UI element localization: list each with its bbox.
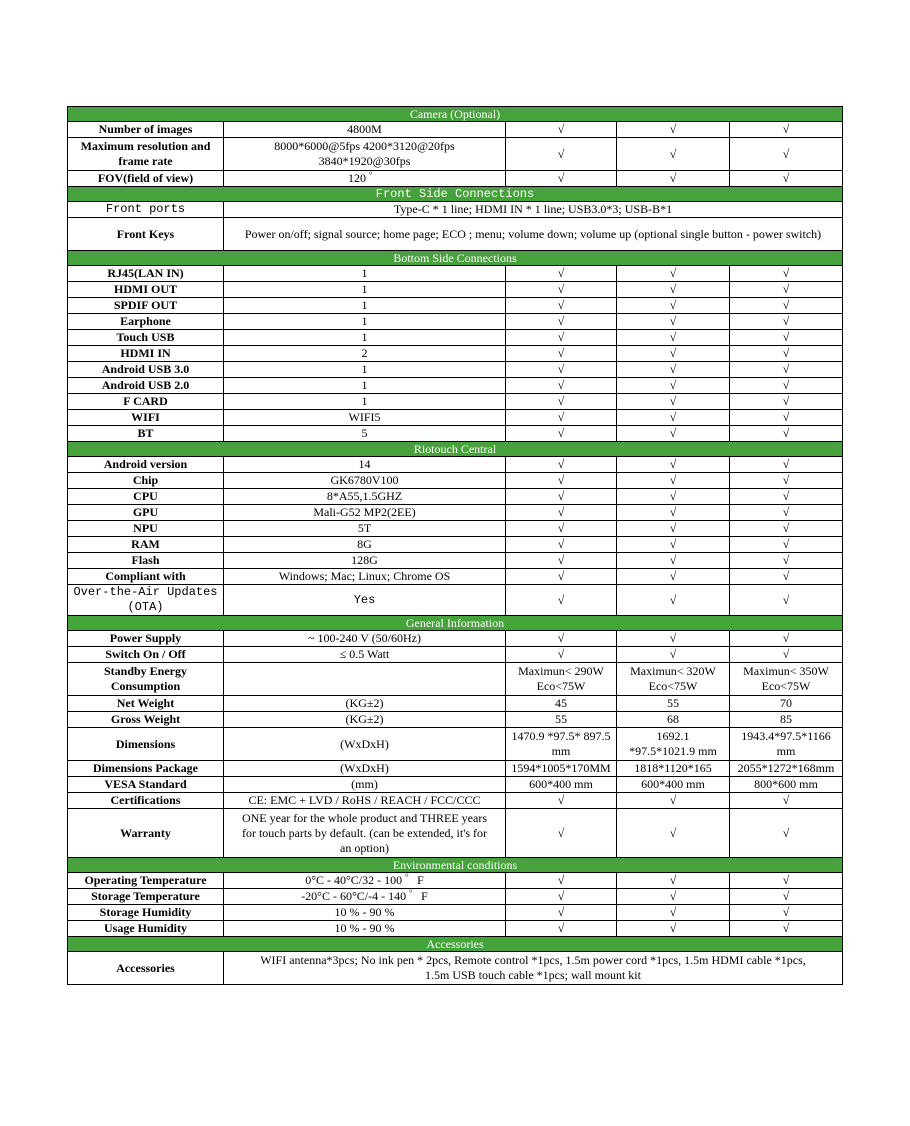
table-row xyxy=(68,569,843,585)
spec-label: SPDIF OUT xyxy=(68,298,224,314)
check-mark: √ xyxy=(730,378,843,394)
check-mark: √ xyxy=(506,282,617,298)
check-mark: √ xyxy=(730,362,843,378)
spec-label: GPU xyxy=(68,505,224,521)
spec-label: Dimensions Package xyxy=(68,761,224,777)
spec-value: 8G xyxy=(224,537,506,553)
spec-label: FOV(field of view) xyxy=(68,171,224,187)
spec-value: ≤ 0.5 Watt xyxy=(224,647,506,663)
spec-value: GK6780V100 xyxy=(224,473,506,489)
check-mark: √ xyxy=(730,489,843,505)
table-row xyxy=(68,378,843,394)
check-mark: √ xyxy=(506,553,617,569)
model-value: 85 xyxy=(730,712,843,728)
model-value-line: Maximun< 290W xyxy=(518,664,604,678)
check-mark: √ xyxy=(506,410,617,426)
model-value: 55 xyxy=(506,712,617,728)
spec-value: ~ 100-240 V (50/60Hz) xyxy=(224,631,506,647)
table-row xyxy=(68,314,843,330)
check-mark: √ xyxy=(730,426,843,442)
spec-label: Storage Temperature xyxy=(68,889,224,905)
spec-value-line: 1.5m USB touch cable *1pcs; wall mount kit xyxy=(425,968,641,982)
section-title: Camera (Optional) xyxy=(68,107,843,122)
check-mark: √ xyxy=(730,505,843,521)
table-row xyxy=(68,218,843,251)
spec-value: 1 xyxy=(224,362,506,378)
check-mark: √ xyxy=(617,793,730,809)
model-value-line: *97.5*1021.9 mm xyxy=(629,744,717,758)
table-row xyxy=(68,473,843,489)
table-row xyxy=(68,122,843,138)
check-mark: √ xyxy=(506,489,617,505)
spec-label: Android version xyxy=(68,457,224,473)
check-mark: √ xyxy=(617,171,730,187)
section-header-bottom xyxy=(68,251,843,266)
check-mark: √ xyxy=(506,346,617,362)
spec-value: 1 xyxy=(224,394,506,410)
check-mark: √ xyxy=(506,426,617,442)
table-row xyxy=(68,266,843,282)
check-mark: √ xyxy=(730,138,843,171)
check-mark: √ xyxy=(506,873,617,889)
check-mark: √ xyxy=(730,410,843,426)
check-mark: √ xyxy=(506,298,617,314)
table-row xyxy=(68,282,843,298)
section-header-camera xyxy=(68,107,843,122)
check-mark: √ xyxy=(617,346,730,362)
check-mark: √ xyxy=(506,905,617,921)
section-title: General Information xyxy=(68,616,843,631)
spec-value xyxy=(224,663,506,696)
spec-value: (KG±2) xyxy=(224,712,506,728)
spec-value: 1 xyxy=(224,314,506,330)
section-header-general xyxy=(68,616,843,631)
model-value-line: Eco<75W xyxy=(761,679,811,693)
check-mark: √ xyxy=(730,905,843,921)
check-mark: √ xyxy=(506,793,617,809)
spec-value: 1 xyxy=(224,266,506,282)
section-header-central xyxy=(68,442,843,457)
check-mark: √ xyxy=(730,647,843,663)
model-value xyxy=(617,728,730,761)
table-row xyxy=(68,889,843,905)
table-row xyxy=(68,457,843,473)
check-mark: √ xyxy=(617,473,730,489)
model-value-line: Eco<75W xyxy=(648,679,698,693)
spec-label: Front ports xyxy=(68,202,224,218)
spec-label: Number of images xyxy=(68,122,224,138)
check-mark: √ xyxy=(730,330,843,346)
spec-label: Android USB 2.0 xyxy=(68,378,224,394)
check-mark: √ xyxy=(617,266,730,282)
check-mark: √ xyxy=(730,521,843,537)
check-mark: √ xyxy=(730,394,843,410)
spec-value: WIFI5 xyxy=(224,410,506,426)
model-value: 600*400 mm xyxy=(617,777,730,793)
check-mark: √ xyxy=(617,394,730,410)
spec-label-line: Over-the-Air Updates xyxy=(73,585,218,599)
table-row xyxy=(68,521,843,537)
table-row xyxy=(68,905,843,921)
table-row xyxy=(68,171,843,187)
spec-label: F CARD xyxy=(68,394,224,410)
spec-value: 0°C - 40°C/32 - 100 ゜F xyxy=(224,873,506,889)
spec-label: RJ45(LAN IN) xyxy=(68,266,224,282)
spec-table xyxy=(67,106,843,985)
check-mark: √ xyxy=(730,537,843,553)
model-value: 70 xyxy=(730,696,843,712)
check-mark: √ xyxy=(506,809,617,858)
spec-label: Accessories xyxy=(68,952,224,985)
spec-value: 1 xyxy=(224,378,506,394)
spec-label: Switch On / Off xyxy=(68,647,224,663)
spec-label xyxy=(68,585,224,616)
check-mark: √ xyxy=(506,537,617,553)
check-mark: √ xyxy=(617,410,730,426)
check-mark: √ xyxy=(506,473,617,489)
check-mark: √ xyxy=(730,346,843,362)
section-title: Bottom Side Connections xyxy=(68,251,843,266)
check-mark: √ xyxy=(730,122,843,138)
spec-value: Windows; Mac; Linux; Chrome OS xyxy=(224,569,506,585)
check-mark: √ xyxy=(617,138,730,171)
check-mark: √ xyxy=(617,521,730,537)
check-mark: √ xyxy=(730,473,843,489)
spec-label: Chip xyxy=(68,473,224,489)
check-mark: √ xyxy=(506,171,617,187)
check-mark: √ xyxy=(506,647,617,663)
spec-value: CE: EMC + LVD / RoHS / REACH / FCC/CCC xyxy=(224,793,506,809)
model-value xyxy=(730,663,843,696)
spec-label: Power Supply xyxy=(68,631,224,647)
model-value-line: 1943.4*97.5*1166 xyxy=(741,729,831,743)
check-mark: √ xyxy=(506,505,617,521)
spec-label-line: Maximum resolution and xyxy=(80,139,211,153)
check-mark: √ xyxy=(617,647,730,663)
spec-value: (WxDxH) xyxy=(224,728,506,761)
table-row xyxy=(68,631,843,647)
spec-label: Dimensions xyxy=(68,728,224,761)
model-value: 68 xyxy=(617,712,730,728)
table-row xyxy=(68,362,843,378)
spec-label: NPU xyxy=(68,521,224,537)
check-mark: √ xyxy=(617,809,730,858)
spec-value: 4800M xyxy=(224,122,506,138)
table-row xyxy=(68,647,843,663)
check-mark: √ xyxy=(506,122,617,138)
model-value-line: Maximun< 320W xyxy=(630,664,716,678)
model-value-line: 1470.9 *97.5* 897.5 xyxy=(511,729,611,743)
table-row xyxy=(68,873,843,889)
spec-value: 128G xyxy=(224,553,506,569)
section-header-env xyxy=(68,858,843,873)
model-value-line: mm xyxy=(551,744,571,758)
check-mark: √ xyxy=(506,394,617,410)
check-mark: √ xyxy=(617,378,730,394)
spec-label: HDMI OUT xyxy=(68,282,224,298)
check-mark: √ xyxy=(617,873,730,889)
table-row xyxy=(68,410,843,426)
check-mark: √ xyxy=(730,457,843,473)
spec-label: Compliant with xyxy=(68,569,224,585)
check-mark: √ xyxy=(730,873,843,889)
table-row xyxy=(68,394,843,410)
spec-value: 1 xyxy=(224,298,506,314)
check-mark: √ xyxy=(617,362,730,378)
spec-value: (mm) xyxy=(224,777,506,793)
model-value-line: Maximun< 350W xyxy=(743,664,829,678)
check-mark: √ xyxy=(506,921,617,937)
model-value: 1594*1005*170MM xyxy=(506,761,617,777)
spec-label-line: Consumption xyxy=(110,679,181,693)
spec-value: 120 ゜ xyxy=(224,171,506,187)
check-mark: √ xyxy=(617,585,730,616)
check-mark: √ xyxy=(506,266,617,282)
spec-value: (KG±2) xyxy=(224,696,506,712)
check-mark: √ xyxy=(506,521,617,537)
table-row xyxy=(68,761,843,777)
table-row xyxy=(68,696,843,712)
check-mark: √ xyxy=(506,362,617,378)
spec-label: HDMI IN xyxy=(68,346,224,362)
check-mark: √ xyxy=(730,921,843,937)
spec-value-line: ONE year for the whole product and THREE years xyxy=(241,810,488,825)
spec-value: 5 xyxy=(224,426,506,442)
check-mark: √ xyxy=(506,631,617,647)
table-row xyxy=(68,553,843,569)
check-mark: √ xyxy=(617,569,730,585)
spec-label: Net Weight xyxy=(68,696,224,712)
check-mark: √ xyxy=(730,553,843,569)
table-row xyxy=(68,728,843,761)
check-mark: √ xyxy=(730,585,843,616)
check-mark: √ xyxy=(730,809,843,858)
check-mark: √ xyxy=(730,298,843,314)
check-mark: √ xyxy=(730,266,843,282)
model-value-line: Eco<75W xyxy=(536,679,586,693)
model-value: 2055*1272*168mm xyxy=(730,761,843,777)
check-mark: √ xyxy=(617,505,730,521)
model-value: 1818*1120*165 xyxy=(617,761,730,777)
table-row xyxy=(68,298,843,314)
check-mark: √ xyxy=(617,553,730,569)
check-mark: √ xyxy=(730,889,843,905)
check-mark: √ xyxy=(617,282,730,298)
spec-label: CPU xyxy=(68,489,224,505)
section-title: Front Side Connections xyxy=(68,187,843,202)
model-value: 45 xyxy=(506,696,617,712)
spec-value xyxy=(224,138,506,171)
spec-value: 1 xyxy=(224,282,506,298)
check-mark: √ xyxy=(617,631,730,647)
check-mark: √ xyxy=(506,889,617,905)
section-title: Accessories xyxy=(68,937,843,952)
table-row xyxy=(68,663,843,696)
check-mark: √ xyxy=(617,122,730,138)
table-row xyxy=(68,426,843,442)
check-mark: √ xyxy=(730,631,843,647)
check-mark: √ xyxy=(506,330,617,346)
spec-value: 8*A55,1.5GHZ xyxy=(224,489,506,505)
spec-value: 10 % - 90 % xyxy=(224,921,506,937)
model-value: 600*400 mm xyxy=(506,777,617,793)
spec-label-line: (OTA) xyxy=(127,600,164,614)
table-row xyxy=(68,505,843,521)
spec-label: Touch USB xyxy=(68,330,224,346)
spec-label: RAM xyxy=(68,537,224,553)
spec-value: Power on/off; signal source; home page; ECO ; menu; volume down; volume up (optional single button - power switch) xyxy=(224,218,843,251)
check-mark: √ xyxy=(730,314,843,330)
spec-label: WIFI xyxy=(68,410,224,426)
table-row xyxy=(68,489,843,505)
spec-label-line: Standby Energy xyxy=(103,664,188,678)
check-mark: √ xyxy=(730,282,843,298)
section-title: Riotouch Central xyxy=(68,442,843,457)
check-mark: √ xyxy=(506,138,617,171)
spec-label: Certifications xyxy=(68,793,224,809)
check-mark: √ xyxy=(617,537,730,553)
table-row xyxy=(68,777,843,793)
spec-value: Type-C * 1 line; HDMI IN * 1 line; USB3.0*3; USB-B*1 xyxy=(224,202,843,218)
spec-value xyxy=(224,952,843,985)
spec-label: Earphone xyxy=(68,314,224,330)
table-row xyxy=(68,138,843,171)
check-mark: √ xyxy=(617,905,730,921)
check-mark: √ xyxy=(730,793,843,809)
spec-label: VESA Standard xyxy=(68,777,224,793)
spec-value: (WxDxH) xyxy=(224,761,506,777)
model-value: 800*600 mm xyxy=(730,777,843,793)
spec-label: Flash xyxy=(68,553,224,569)
spec-label: Storage Humidity xyxy=(68,905,224,921)
table-row xyxy=(68,952,843,985)
spec-label: Gross Weight xyxy=(68,712,224,728)
spec-value xyxy=(224,809,506,858)
spec-label xyxy=(68,663,224,696)
spec-label: Usage Humidity xyxy=(68,921,224,937)
spec-label: Android USB 3.0 xyxy=(68,362,224,378)
spec-value: Mali-G52 MP2(2EE) xyxy=(224,505,506,521)
model-value xyxy=(730,728,843,761)
check-mark: √ xyxy=(506,457,617,473)
spec-label xyxy=(68,138,224,171)
table-row xyxy=(68,346,843,362)
spec-value-line: WIFI antenna*3pcs; No ink pen * 2pcs, Remote control *1pcs, 1.5m power cord *1pcs, 1.5m HDMI cable *1pcs, xyxy=(260,953,806,967)
section-title: Environmental conditions xyxy=(68,858,843,873)
table-row xyxy=(68,921,843,937)
check-mark: √ xyxy=(506,314,617,330)
check-mark: √ xyxy=(730,171,843,187)
check-mark: √ xyxy=(506,585,617,616)
model-value-line: 1692.1 xyxy=(656,729,690,743)
spec-label: Operating Temperature xyxy=(68,873,224,889)
check-mark: √ xyxy=(730,569,843,585)
spec-label-line: frame rate xyxy=(118,154,173,168)
table-row xyxy=(68,793,843,809)
spec-value: 14 xyxy=(224,457,506,473)
spec-label: Warranty xyxy=(68,809,224,858)
spec-value-line: an option) xyxy=(340,840,389,855)
table-row xyxy=(68,585,843,616)
check-mark: √ xyxy=(617,298,730,314)
spec-value-line: 3840*1920@30fps xyxy=(318,154,411,168)
check-mark: √ xyxy=(506,569,617,585)
model-value xyxy=(506,663,617,696)
spec-label: Front Keys xyxy=(68,218,224,251)
check-mark: √ xyxy=(506,378,617,394)
spec-value: 1 xyxy=(224,330,506,346)
section-header-front xyxy=(68,187,843,202)
check-mark: √ xyxy=(617,426,730,442)
table-row xyxy=(68,809,843,858)
check-mark: √ xyxy=(617,457,730,473)
model-value-line: mm xyxy=(776,744,796,758)
table-row xyxy=(68,537,843,553)
section-header-accessories xyxy=(68,937,843,952)
spec-value: 5T xyxy=(224,521,506,537)
model-value: 55 xyxy=(617,696,730,712)
table-row xyxy=(68,202,843,218)
model-value xyxy=(617,663,730,696)
spec-value: Yes xyxy=(224,585,506,616)
spec-value: 2 xyxy=(224,346,506,362)
table-row xyxy=(68,712,843,728)
check-mark: √ xyxy=(617,921,730,937)
model-value xyxy=(506,728,617,761)
spec-value: 10 % - 90 % xyxy=(224,905,506,921)
spec-value-line: for touch parts by default. (can be extended, it's for xyxy=(241,825,488,840)
spec-label: BT xyxy=(68,426,224,442)
check-mark: √ xyxy=(617,330,730,346)
check-mark: √ xyxy=(617,489,730,505)
check-mark: √ xyxy=(617,314,730,330)
table-row xyxy=(68,330,843,346)
spec-value-line: 8000*6000@5fps 4200*3120@20fps xyxy=(274,139,455,153)
check-mark: √ xyxy=(617,889,730,905)
spec-value: -20°C - 60°C/-4 - 140 ゜F xyxy=(224,889,506,905)
